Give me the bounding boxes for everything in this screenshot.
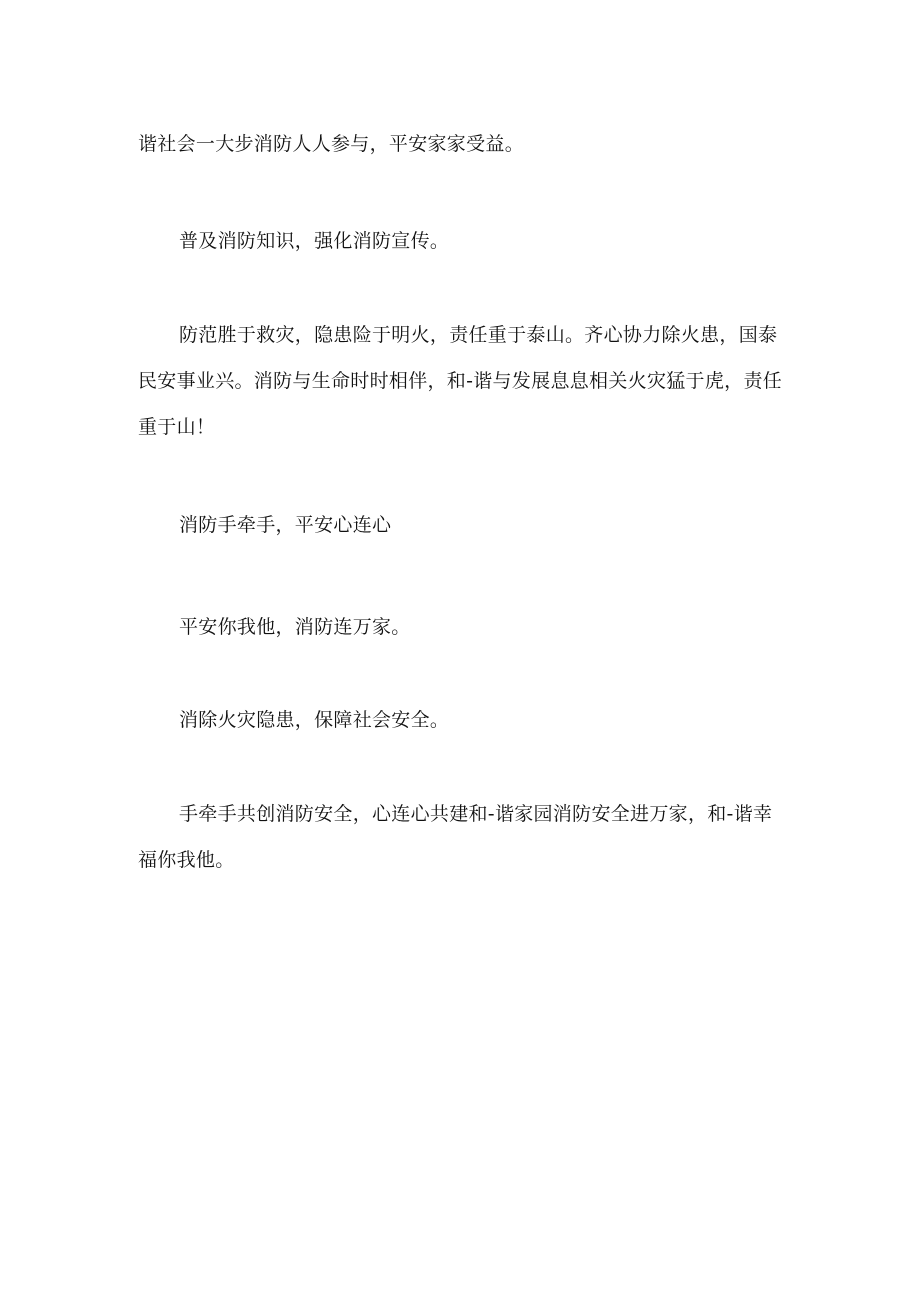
paragraph-prevention: 防范胜于救灾，隐患险于明火，责任重于泰山。齐心协力除火患，国泰民安事业兴。消防与生命时时相伴，和-谐与发展息息相关火灾猛于虎，责任重于山！ bbox=[138, 324, 783, 438]
paragraph-slogan-knowledge: 普及消防知识，强化消防宣传。 bbox=[179, 230, 450, 252]
paragraph-continuation: 谐社会一大步消防人人参与，平安家家受益。 bbox=[138, 133, 525, 155]
paragraph-hand-in-hand: 消防手牵手，平安心连心 bbox=[179, 514, 392, 536]
paragraph-safety-for-all: 平安你我他，消防连万家。 bbox=[179, 616, 411, 638]
paragraph-eliminate-hazards: 消除火灾隐患，保障社会安全。 bbox=[179, 709, 450, 731]
paragraph-harmony: 手牵手共创消防安全，心连心共建和-谐家园消防安全进万家，和-谐幸福你我他。 bbox=[138, 803, 773, 871]
